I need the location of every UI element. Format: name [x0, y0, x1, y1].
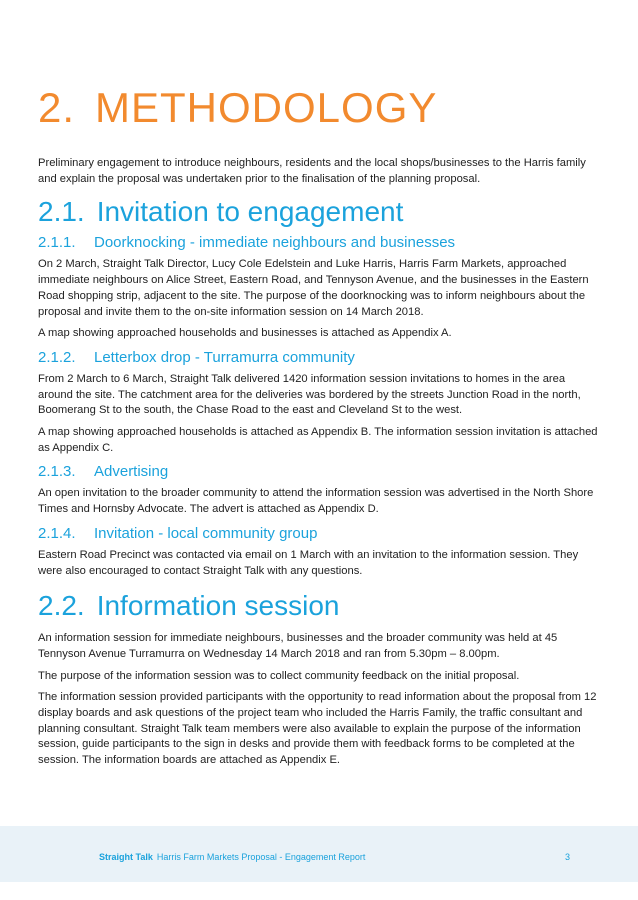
section-heading-invitation	[38, 193, 603, 231]
subsection-title: Advertising	[94, 463, 169, 481]
info-session-purpose-paragraph: The purpose of the information session was to collect community feedback on the initial proposal.	[38, 669, 520, 682]
advertising-paragraph: An open invitation to the broader community to attend the information session was advertised in the North Shore Times and Hornsby Advocate. The advert is attached as Appendix D.	[38, 487, 594, 516]
letterbox-paragraph: From 2 March to 6 March, Straight Talk delivered 1420 information session invitations to homes in the area around the site. The catchment area for the deliveries was bordered by the streets Junction Road in the north, Boomerang St to the south, the Chase Road to the east and Cleveland St to the west.	[38, 372, 581, 417]
page-footer	[0, 826, 638, 882]
letterbox-map-paragraph: A map showing approached households is attached as Appendix B. The information session invitation is attached as Appendix C.	[38, 426, 598, 454]
page-content	[38, 78, 603, 769]
info-session-details-paragraph: The information session provided participants with the opportunity to read information about the proposal from 12 display boards and ask questions of the project team who included the Harris Family, the traffic consultant and planning consultant. Straight Talk team members were also available to explain the purpose of the information session, guide participants to the sign in desks and provide them with feedback forms to be completed at the session. The information boards are attached as Appendix E.	[38, 691, 597, 767]
section-heading-information-session	[38, 587, 603, 625]
doorknocking-paragraph: On 2 March, Straight Talk Director, Lucy Cole Edelstein and Luke Harris, Harris Farm Markets, approached immediate neighbours on Alice Street, Eastern Road, and Tennyson Avenue, and the businesses in the Eastern Road shopping strip, adjacent to the site. The purpose of the doorknocking was to inform neighbours about the proposal and invite them to the on-site information session on 14 March 2018.	[38, 258, 589, 318]
subsection-title: Doorknocking - immediate neighbours and businesses	[94, 234, 456, 252]
subsection-title: Invitation - local community group	[94, 524, 318, 542]
section-number: 2.1.	[38, 196, 85, 228]
subsection-number: 2.1.3.	[38, 463, 76, 481]
intro-paragraph: Preliminary engagement to introduce neighbours, residents and the local shops/businesses to the Harris family and explain the proposal was undertaken prior to the finalisation of the planning proposal.	[38, 157, 586, 185]
chapter-heading	[38, 78, 603, 138]
subsection-number: 2.1.2.	[38, 348, 76, 366]
info-session-paragraph: An information session for immediate neighbours, businesses and the broader community was held at 45 Tennyson Avenue Turramurra on Wednesday 14 March 2018 and ran from 5.30pm – 8.00pm.	[38, 632, 558, 660]
subsection-heading-doorknocking	[38, 233, 603, 253]
chapter-title: METHODOLOGY	[95, 84, 438, 131]
footer-caption	[99, 852, 365, 862]
subsection-number: 2.1.4.	[38, 524, 76, 542]
subsection-heading-advertising	[38, 462, 603, 482]
footer-doc-title: Harris Farm Markets Proposal - Engagement Report	[156, 852, 366, 862]
doorknocking-map-paragraph: A map showing approached households and businesses is attached as Appendix A.	[38, 327, 452, 340]
section-number: 2.2.	[38, 590, 85, 622]
section-title: Information session	[96, 590, 340, 622]
community-group-paragraph: Eastern Road Precinct was contacted via email on 1 March with an invitation to the information session. They were also encouraged to contact Straight Talk with any questions.	[38, 548, 579, 577]
subsection-heading-community-group	[38, 524, 603, 544]
subsection-heading-letterbox	[38, 348, 603, 368]
page-number: 3	[565, 852, 571, 862]
subsection-number: 2.1.1.	[38, 234, 76, 252]
subsection-title: Letterbox drop - Turramurra community	[94, 348, 355, 366]
section-title: Invitation to engagement	[96, 196, 404, 228]
footer-brand: Straight Talk	[99, 852, 153, 862]
chapter-number: 2.	[38, 84, 76, 131]
